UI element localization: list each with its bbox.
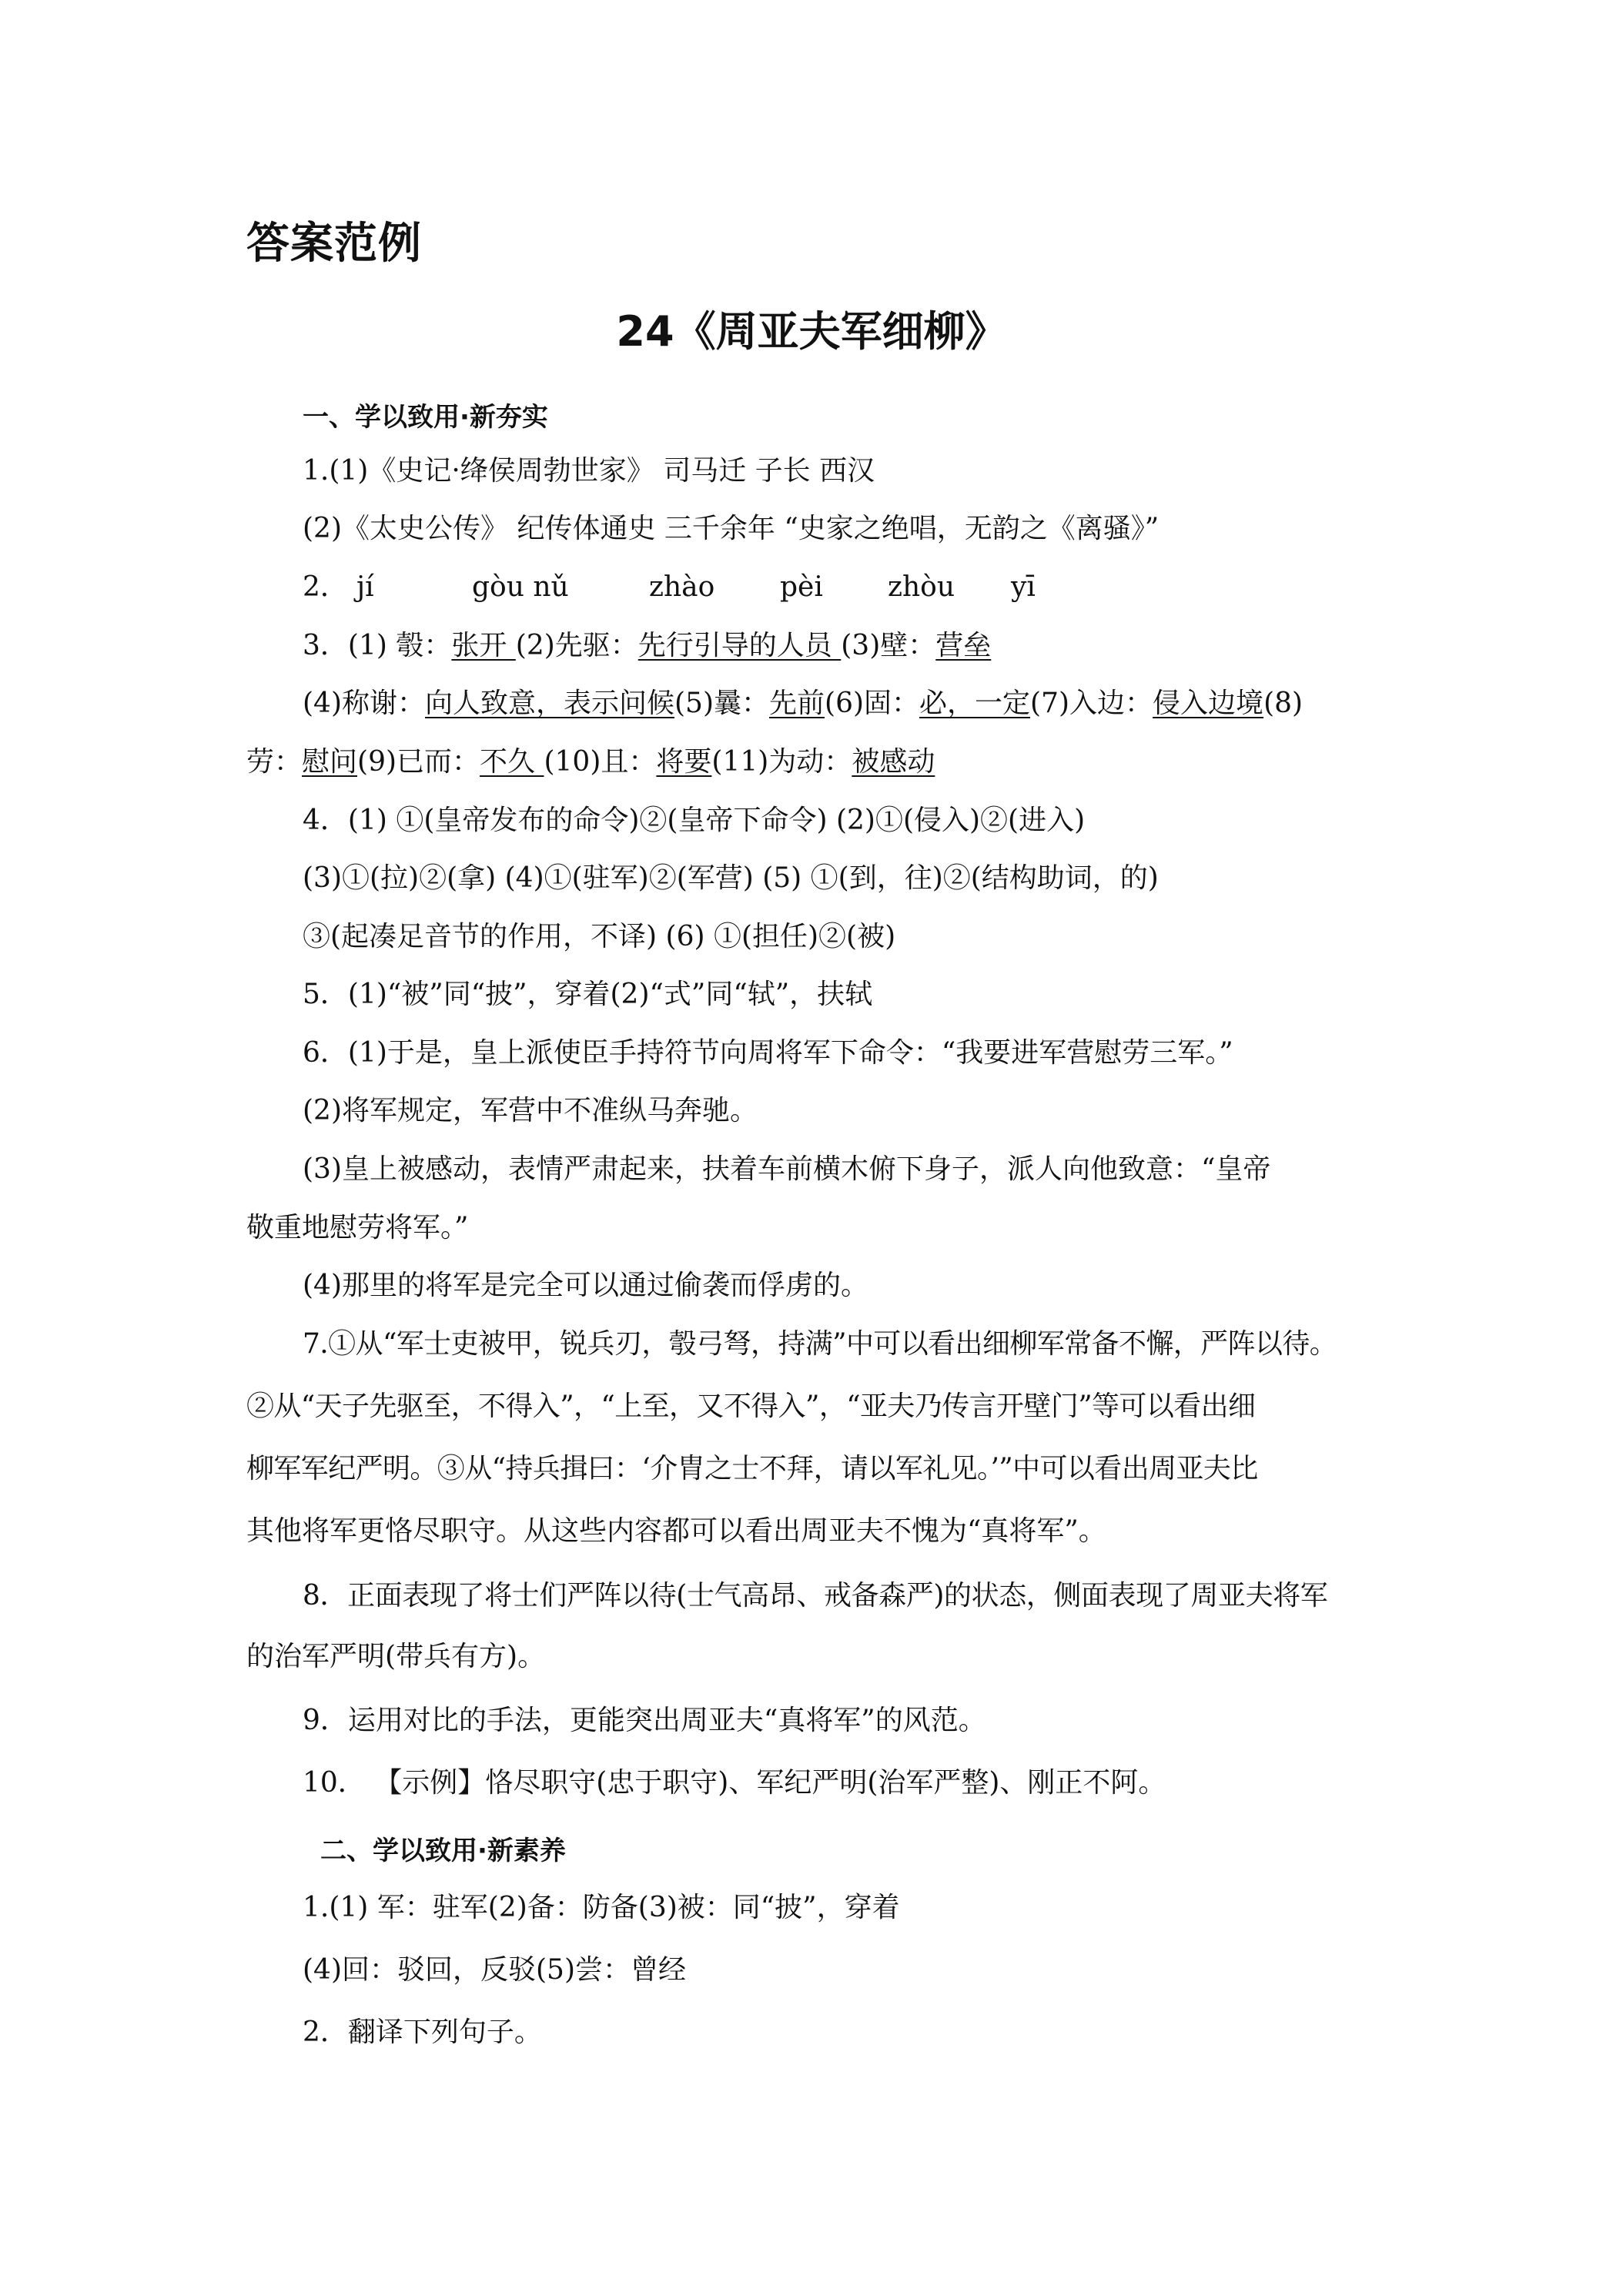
answer-q8-line1: 8．正面表现了将士们严阵以待(士气高昂、戒备森严)的状态，侧面表现了周亚夫将军 bbox=[303, 1580, 1328, 1612]
answer-q4-line2: (3)①(拉)②(拿) (4)①(驻军)②(军营) (5) ①(到，往)②(结构助词，的) bbox=[303, 862, 1159, 894]
q3-text: 3．(1) 彀： bbox=[303, 630, 452, 661]
pinyin-5: zhòu bbox=[888, 571, 955, 603]
q3-text: 劳： bbox=[246, 746, 303, 778]
q3-answer: 将要 bbox=[656, 746, 712, 778]
answer-q9: 9．运用对比的手法，更能突出周亚夫“真将军”的风范。 bbox=[303, 1705, 986, 1736]
q3-answer: 慰问 bbox=[302, 746, 358, 778]
q3-text: (10)且： bbox=[544, 746, 657, 778]
answer-q7-line4: 其他将军更恪尽职守。从这些内容都可以看出周亚夫不愧为“真将军”。 bbox=[246, 1515, 1106, 1547]
answer-q2-pinyin bbox=[303, 571, 1036, 604]
answer-q10: 10． 【示例】恪尽职守(忠于职守)、军纪严明(治军严整)、刚正不阿。 bbox=[303, 1767, 1166, 1799]
q3-answer: 先前 bbox=[769, 688, 825, 719]
q3-text: (3)壁： bbox=[841, 630, 936, 661]
answer-q3-line3 bbox=[246, 745, 935, 779]
section-heading-2: 二、学以致用·新素养 bbox=[320, 1836, 566, 1866]
answer-q7-line2: ②从“天子先驱至，不得入”，“上至，又不得入”，“亚夫乃传言开壁门”等可以看出细 bbox=[246, 1391, 1256, 1422]
answer-q4-line3: ③(起凑足音节的作用，不译) (6) ①(担任)②(被) bbox=[303, 921, 896, 952]
answer-q6-line2: (2)将军规定，军营中不准纵马奔驰。 bbox=[303, 1095, 758, 1126]
q3-answer: 向人致意，表示问候 bbox=[425, 688, 675, 719]
q3-text: (9)已而： bbox=[357, 746, 480, 778]
answer-q2-number: 2． bbox=[303, 571, 348, 603]
answer-q8-line2: 的治军严明(带兵有方)。 bbox=[246, 1641, 546, 1672]
answer-q4-line1: 4．(1) ①(皇帝发布的命令)②(皇帝下命令) (2)①(侵入)②(进入) bbox=[303, 805, 1086, 836]
answer2-q1-line2: (4)回：驳回，反驳(5)尝：曾经 bbox=[303, 1954, 686, 1986]
q3-text: (11)为动： bbox=[711, 746, 852, 778]
q3-answer: 侵入边境 bbox=[1153, 688, 1264, 719]
answer-q5: 5．(1)“被”同“披”，穿着(2)“式”同“轼”，扶轼 bbox=[303, 979, 873, 1010]
answer-q3-line1 bbox=[303, 629, 991, 663]
page-title: 答案范例 bbox=[246, 219, 422, 269]
answer-q6-line3: (3)皇上被感动，表情严肃起来，扶着车前横木俯下身子，派人向他致意：“皇帝 bbox=[303, 1153, 1271, 1185]
answer-q3-line2 bbox=[303, 687, 1303, 721]
pinyin-4: pèi bbox=[780, 571, 823, 603]
q3-answer: 先行引导的人员 bbox=[637, 630, 842, 661]
answer-q1-line2: (2)《太史公传》 纪传体通史 三千余年 “史家之绝唱，无韵之《离骚》” bbox=[303, 513, 1160, 544]
pinyin-2: gòu nǔ bbox=[472, 571, 569, 603]
answer-q7-line3: 柳军军纪严明。③从“持兵揖曰：‘介胄之士不拜，请以军礼见。’”中可以看出周亚夫比 bbox=[246, 1453, 1258, 1484]
q3-answer: 不久 bbox=[480, 746, 544, 778]
answer-q1-line1: 1.(1)《史记·绛侯周勃世家》 司马迁 子长 西汉 bbox=[303, 455, 875, 487]
q3-text: (2)先驱： bbox=[515, 630, 638, 661]
q3-text: (6)固： bbox=[825, 688, 920, 719]
answer-q6-line4: 敬重地慰劳将军。” bbox=[246, 1212, 469, 1243]
q3-text: (4)称谢： bbox=[303, 688, 425, 719]
answer2-q2: 2．翻译下列句子。 bbox=[303, 2017, 542, 2048]
section-heading-1: 一、学以致用·新夯实 bbox=[303, 402, 548, 433]
answer2-q1-line1: 1.(1) 军：驻军(2)备：防备(3)被：同“披”，穿着 bbox=[303, 1892, 900, 1923]
q3-text: (7)入边： bbox=[1030, 688, 1153, 719]
answer-q7-line1: 7.①从“军士吏被甲，锐兵刃，彀弓弩，持满”中可以看出细柳军常备不懈，严阵以待。 bbox=[303, 1328, 1337, 1360]
q3-answer: 营垒 bbox=[935, 630, 992, 661]
pinyin-6: yī bbox=[1011, 571, 1036, 603]
chapter-title: 24《周亚夫军细柳》 bbox=[616, 307, 1007, 356]
answer-q6-line5: (4)那里的将军是完全可以通过偷袭而俘虏的。 bbox=[303, 1270, 868, 1301]
q3-text: (5)曩： bbox=[674, 688, 770, 719]
q3-answer: 被感动 bbox=[852, 746, 935, 778]
q3-answer: 必，一定 bbox=[919, 688, 1031, 719]
q3-answer: 张开 bbox=[451, 630, 516, 661]
answer-q6-line1: 6．(1)于是，皇上派使臣手持符节向周将军下命令：“我要进军营慰劳三军。” bbox=[303, 1037, 1233, 1069]
pinyin-1: jí bbox=[356, 571, 374, 603]
pinyin-3: zhào bbox=[649, 571, 715, 603]
q3-text: (8) bbox=[1263, 688, 1303, 719]
